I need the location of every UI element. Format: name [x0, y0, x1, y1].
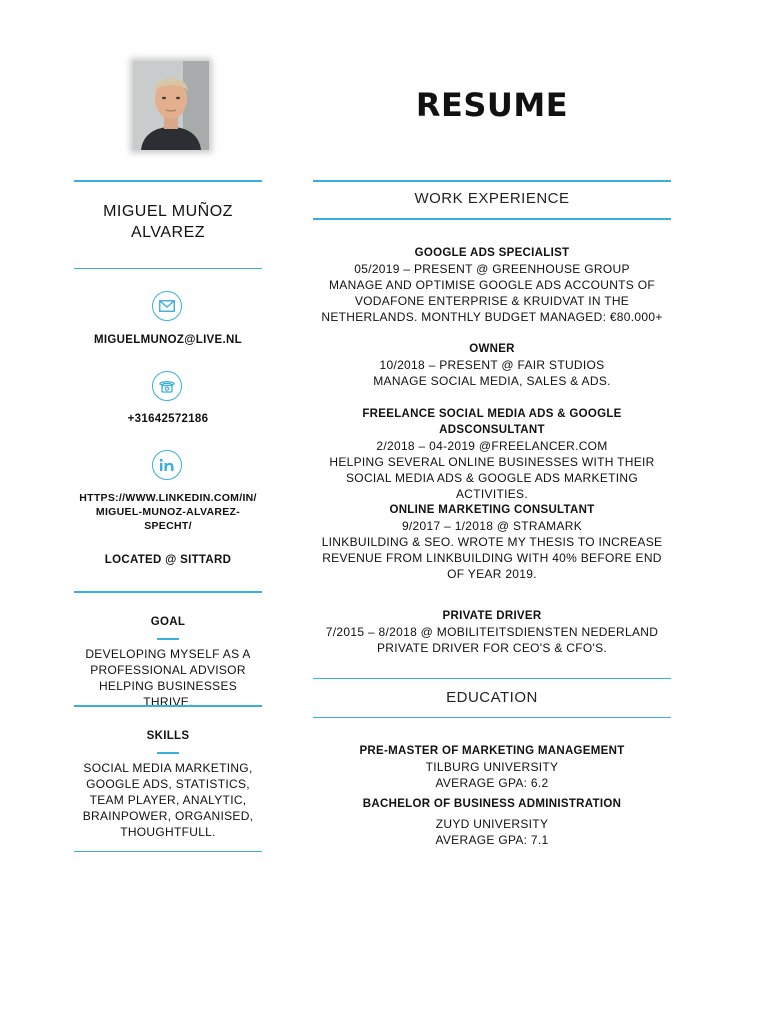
job-meta: 05/2019 – PRESENT @ GREENHOUSE GROUP [354, 262, 630, 276]
page-title: RESUME [415, 86, 569, 124]
job-entry [313, 406, 671, 502]
job-title: PRIVATE DRIVER [442, 610, 542, 622]
email-link[interactable]: MIGUELMUNOZ@LIVE.NL [94, 334, 242, 346]
education-entry [313, 796, 671, 848]
phone-number[interactable]: +31642572186 [127, 413, 209, 425]
gpa: AVERAGE GPA: 7.1 [435, 833, 549, 847]
goal-text: DEVELOPING MYSELF AS A PROFESSIONAL ADVISOR HELPING BUSINESSES THRIVE. [85, 647, 251, 709]
job-meta: 10/2018 – PRESENT @ FAIR STUDIOS [379, 358, 605, 372]
job-title: OWNER [469, 343, 515, 355]
school-name: ZUYD UNIVERSITY [435, 817, 549, 831]
skills-heading: SKILLS [146, 730, 190, 742]
work-experience-heading: WORK EXPERIENCE [414, 190, 570, 207]
job-title: GOOGLE ADS SPECIALIST [414, 247, 570, 259]
job-description: MANAGE SOCIAL MEDIA, SALES & ADS. [373, 374, 611, 388]
school-name: TILBURG UNIVERSITY [425, 760, 559, 774]
gpa: AVERAGE GPA: 6.2 [435, 776, 549, 790]
divider [313, 180, 671, 182]
envelope-icon [152, 291, 182, 321]
divider [313, 717, 671, 718]
skills-text: SOCIAL MEDIA MARKETING, GOOGLE ADS, STATISTICS, TEAM PLAYER, ANALYTIC, BRAINPOWER, ORGANISED, THOUGHTFULL. [82, 761, 254, 839]
education-heading: EDUCATION [446, 689, 538, 706]
divider [313, 678, 671, 679]
job-title: ONLINE MARKETING CONSULTANT [389, 504, 595, 516]
degree-title: PRE-MASTER OF MARKETING MANAGEMENT [359, 745, 625, 757]
divider [74, 180, 262, 182]
job-meta: 2/2018 – 04-2019 @FREELANCER.COM [376, 439, 608, 453]
person-name: MIGUEL MUÑOZ ALVAREZ [103, 203, 233, 241]
job-title: FREELANCE SOCIAL MEDIA ADS & GOOGLE ADSCONSULTANT [362, 408, 622, 436]
goal-heading: GOAL [150, 616, 186, 628]
divider [74, 705, 262, 707]
job-entry [313, 245, 671, 325]
goal-accent-bar [157, 638, 179, 640]
education-entry [313, 743, 671, 791]
location: LOCATED @ SITTARD [104, 554, 232, 566]
job-meta: 7/2015 – 8/2018 @ MOBILITEITSDIENSTEN NEDERLAND [325, 625, 659, 639]
skills-accent-bar [157, 752, 179, 754]
job-description: MANAGE AND OPTIMISE GOOGLE ADS ACCOUNTS OF VODAFONE ENTERPRISE & KRUIDVAT IN THE NETHERLANDS. MONTHLY BUDGET MANAGED: €80.000+ [321, 278, 663, 324]
degree-title: BACHELOR OF BUSINESS ADMINISTRATION [362, 798, 622, 810]
phone-icon [152, 371, 182, 401]
person-portrait-icon [133, 61, 209, 150]
job-meta: 9/2017 – 1/2018 @ STRAMARK [401, 519, 583, 533]
profile-photo [133, 61, 209, 150]
job-entry [313, 502, 671, 582]
divider [74, 851, 262, 852]
job-entry [313, 608, 671, 656]
job-entry [313, 341, 671, 389]
job-description: HELPING SEVERAL ONLINE BUSINESSES WITH THEIR SOCIAL MEDIA ADS & GOOGLE ADS MARKETING ACTIVITIES. [329, 455, 655, 501]
divider [74, 591, 262, 593]
job-description: PRIVATE DRIVER FOR CEO'S & CFO'S. [376, 641, 608, 655]
linkedin-link[interactable]: HTTPS://WWW.LINKEDIN.COM/IN/ MIGUEL-MUNOZ-ALVAREZ- SPECHT/ [79, 492, 257, 532]
job-description: LINKBUILDING & SEO. WROTE MY THESIS TO INCREASE REVENUE FROM LINKBUILDING WITH 40% BEFORE END OF YEAR 2019. [321, 535, 663, 581]
linkedin-icon [152, 450, 182, 480]
divider [313, 218, 671, 220]
divider [74, 268, 262, 269]
